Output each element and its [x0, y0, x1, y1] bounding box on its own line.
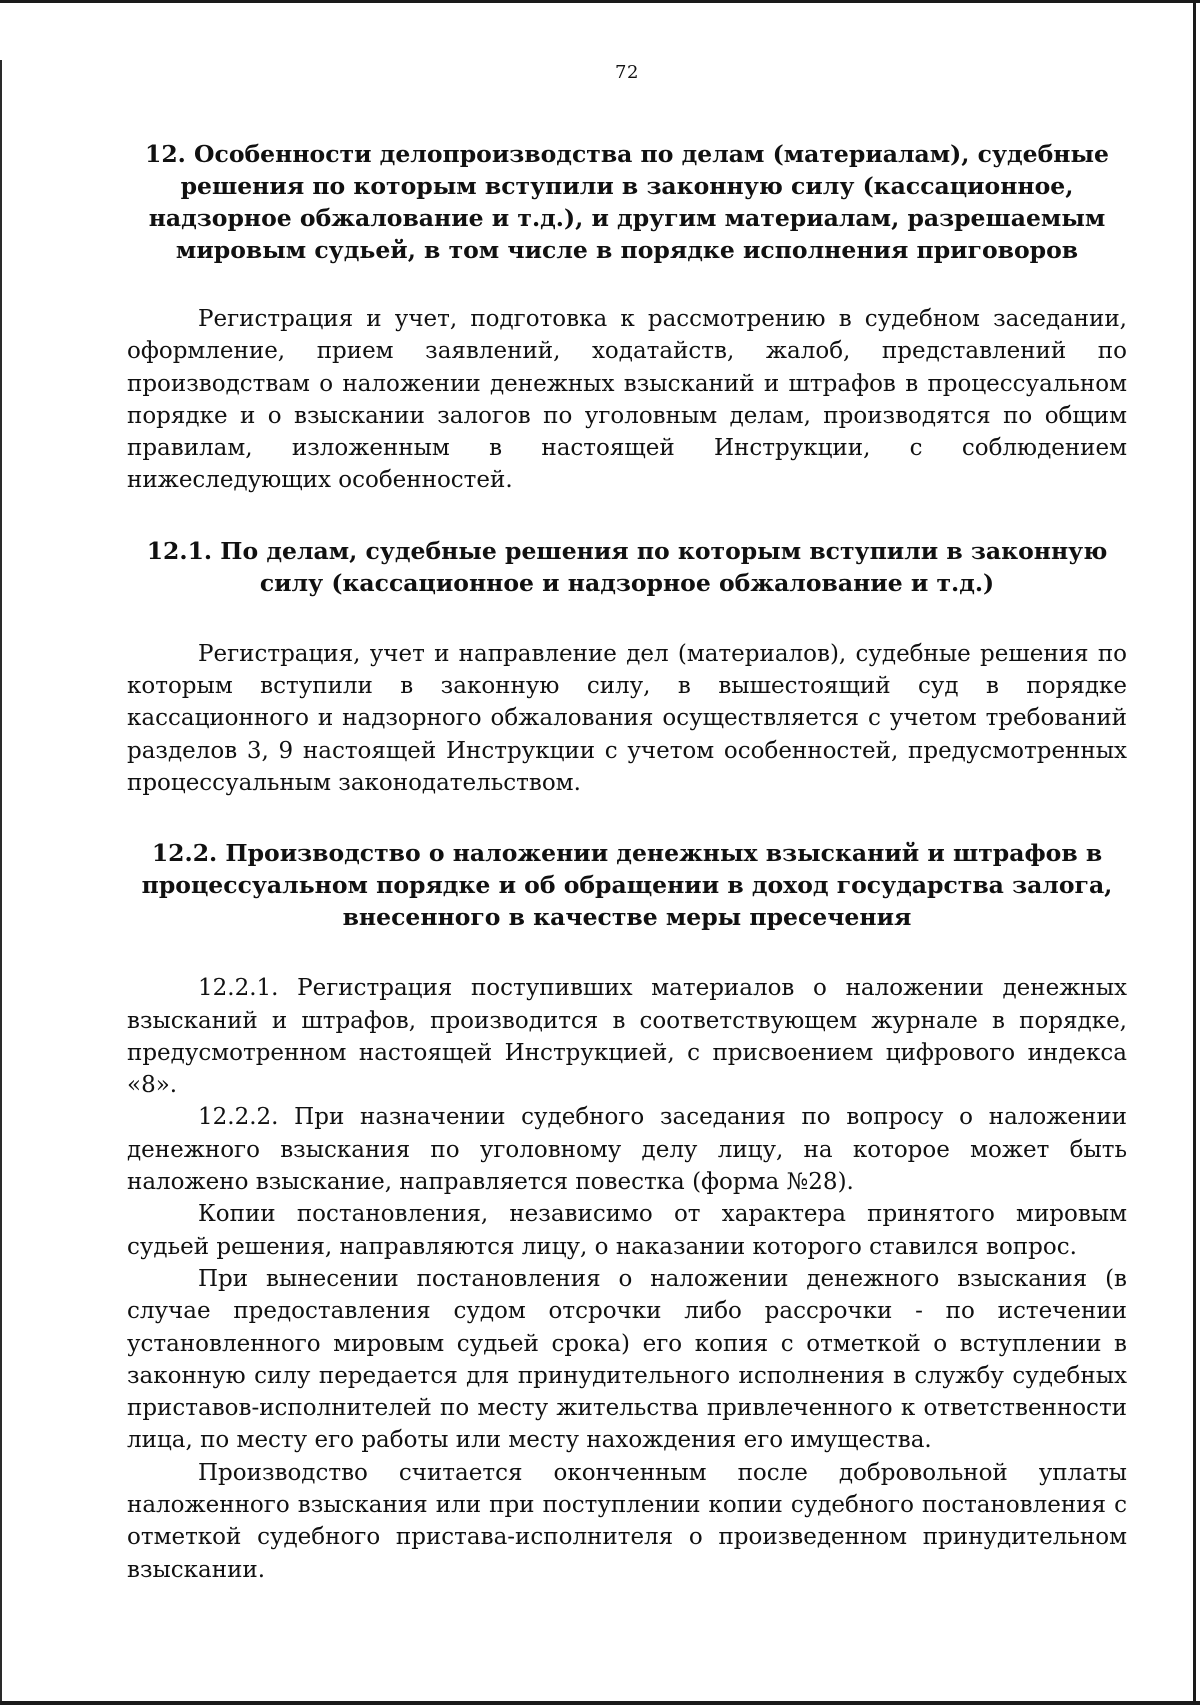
section-12-paragraph: Регистрация и учет, подготовка к рассмотрению в судебном заседании, оформление, прием заявлений, ходатайств, жалоб, представлений по производствам о наложении денежных взысканий и штрафов в процессуальном порядке и о взыскании залогов по уголовным делам, производятся по общим правилам, изложенным в настоящей Инструкции, с соблюдением нижеследующих особенностей.	[127, 306, 1127, 494]
section-12-2-heading: 12.2. Производство о наложении денежных взысканий и штрафов в процессуальном порядке и об обращении в доход государства залога, внесенного в качестве меры пресечения	[141, 839, 1113, 932]
section-12-2-1-paragraph: 12.2.1. Регистрация поступивших материалов о наложении денежных взысканий и штрафов, производится в соответствующем журнале в порядке, предусмотренном настоящей Инструкцией, с присвоением цифрового индекса «8».	[127, 975, 1127, 1099]
page-number: 72	[615, 62, 639, 83]
completion-paragraph: Производство считается оконченным после добровольной уплаты наложенного взыскания или при поступлении копии судебного постановления с отметкой судебного пристава-исполнителя о произведенном принудительном взыскании.	[127, 1459, 1127, 1583]
copies-paragraph: Копии постановления, независимо от характера принятого мировым судьей решения, направляются лицу, о наказании которого ставился вопрос.	[127, 1201, 1127, 1260]
enforcement-paragraph: При вынесении постановления о наложении денежного взыскания (в случае предоставления судом отсрочки либо рассрочки - по истечении установленного мировым судьей срока) его копия с отметкой о вступлении в законную силу передается для принудительного исполнения в службу судебных приставов-исполнителей по месту жительства привлеченного к ответственности лица, по месту его работы или месту нахождения его имущества.	[127, 1265, 1127, 1454]
section-12-heading: 12. Особенности делопроизводства по делам (материалам), судебные решения по которым вступили в законную силу (кассационное, надзорное обжалование и т.д.), и другим материалам, разрешаемым мировым судьей, в том числе в порядке исполнения приговоров	[144, 140, 1110, 264]
scan-border-left	[0, 60, 2, 1705]
section-12-1-heading: 12.1. По делам, судебные решения по которым вступили в законную силу (кассационное и надзорное обжалование и т.д.)	[146, 536, 1108, 597]
document-page	[127, 62, 1127, 1586]
scan-border-bottom	[0, 1701, 1200, 1705]
scan-border-right	[1193, 0, 1196, 1705]
section-12-1-paragraph: Регистрация, учет и направление дел (материалов), судебные решения по которым вступили в законную силу, в вышестоящий суд в порядке кассационного и надзорного обжалования осуществляется с учетом требований разделов 3, 9 настоящей Инструкции с учетом особенностей, предусмотренных процессуальным законодательством.	[127, 640, 1127, 796]
section-12-2-2-paragraph: 12.2.2. При назначении судебного заседания по вопросу о наложении денежного взыскания по уголовному делу лицу, на которое может быть наложено взыскание, направляется повестка (форма №28).	[127, 1104, 1127, 1196]
scan-border-top	[0, 0, 1200, 3]
